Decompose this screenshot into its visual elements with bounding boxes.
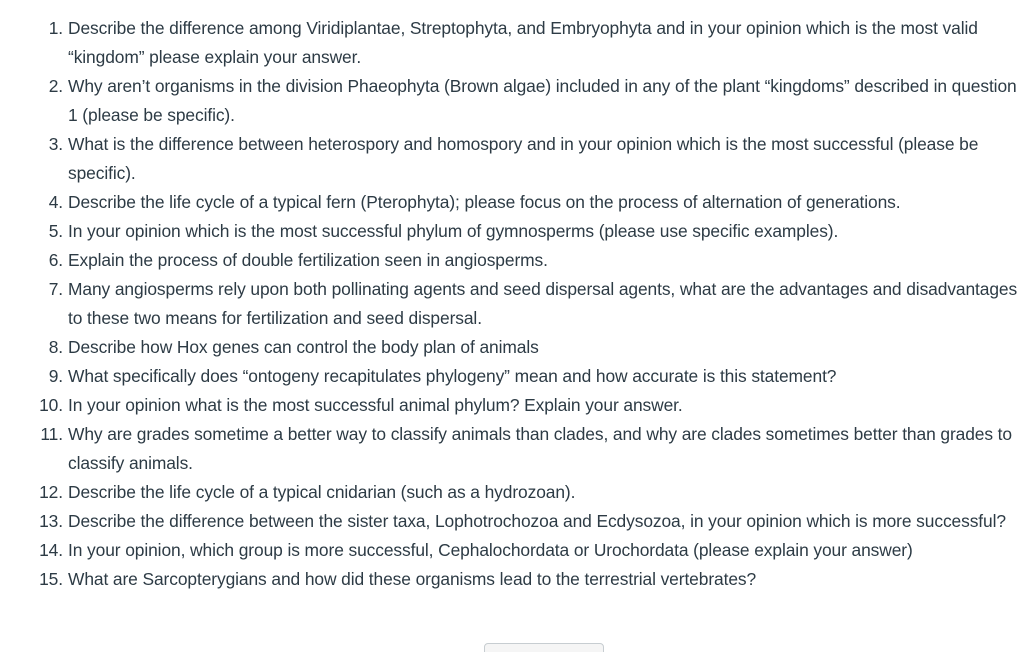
question-text: Describe the life cycle of a typical fern (Pterophyta); please focus on the process of alternation of generations.: [68, 192, 901, 212]
question-item-3: [0, 130, 1024, 188]
question-text: Explain the process of double fertilization seen in angiosperms.: [68, 250, 548, 270]
question-text: What are Sarcopterygians and how did these organisms lead to the terrestrial vertebrates?: [68, 569, 757, 589]
question-item-14: [0, 536, 1024, 565]
question-number: 9.: [48, 366, 63, 386]
question-item-13: [0, 507, 1024, 536]
question-text: Why are grades sometime a better way to classify animals than clades, and why are clades sometimes better than grades to classify animals.: [68, 424, 1012, 473]
question-text: Describe how Hox genes can control the body plan of animals: [68, 337, 539, 357]
partially-visible-button[interactable]: [484, 643, 604, 652]
question-text: In your opinion which is the most successful phylum of gymnosperms (please use specific examples).: [68, 221, 839, 241]
question-item-6: [0, 246, 1024, 275]
question-text: Describe the difference between the sister taxa, Lophotrochozoa and Ecdysozoa, in your opinion which is more successful?: [68, 511, 1006, 531]
question-text: In your opinion what is the most successful animal phylum? Explain your answer.: [68, 395, 683, 415]
question-number: 15.: [39, 569, 63, 589]
question-number: 11.: [40, 424, 63, 444]
question-number: 5.: [48, 221, 63, 241]
question-number: 3.: [48, 134, 63, 154]
question-text: What specifically does “ontogeny recapitulates phylogeny” mean and how accurate is this statement?: [68, 366, 837, 386]
question-text: Why aren’t organisms in the division Phaeophyta (Brown algae) included in any of the plant “kingdoms” described in question 1 (please be specific).: [68, 76, 1017, 125]
question-number: 8.: [48, 337, 63, 357]
question-text: Describe the difference among Viridiplantae, Streptophyta, and Embryophyta and in your opinion which is the most valid “kingdom” please explain your answer.: [68, 18, 978, 67]
question-number: 1.: [48, 18, 63, 38]
question-number: 7.: [48, 279, 63, 299]
question-list: [0, 14, 1024, 594]
question-number: 12.: [39, 482, 63, 502]
question-item-12: [0, 478, 1024, 507]
question-number: 14.: [39, 540, 63, 560]
question-item-7: [0, 275, 1024, 333]
question-text: In your opinion, which group is more successful, Cephalochordata or Urochordata (please explain your answer): [68, 540, 913, 560]
question-item-15: [0, 565, 1024, 594]
question-item-2: [0, 72, 1024, 130]
question-item-1: [0, 14, 1024, 72]
question-text: Many angiosperms rely upon both pollinating agents and seed dispersal agents, what are the advantages and disadvantages to these two means for fertilization and seed dispersal.: [68, 279, 1018, 328]
question-item-4: [0, 188, 1024, 217]
question-number: 4.: [48, 192, 63, 212]
question-item-5: [0, 217, 1024, 246]
question-text: Describe the life cycle of a typical cnidarian (such as a hydrozoan).: [68, 482, 576, 502]
question-number: 2.: [48, 76, 63, 96]
question-number: 10.: [39, 395, 63, 415]
question-item-8: [0, 333, 1024, 362]
question-item-10: [0, 391, 1024, 420]
question-item-9: [0, 362, 1024, 391]
question-item-11: [0, 420, 1024, 478]
question-text: What is the difference between heterospory and homospory and in your opinion which is the most successful (please be specific).: [68, 134, 979, 183]
question-number: 6.: [48, 250, 63, 270]
question-number: 13.: [39, 511, 63, 531]
